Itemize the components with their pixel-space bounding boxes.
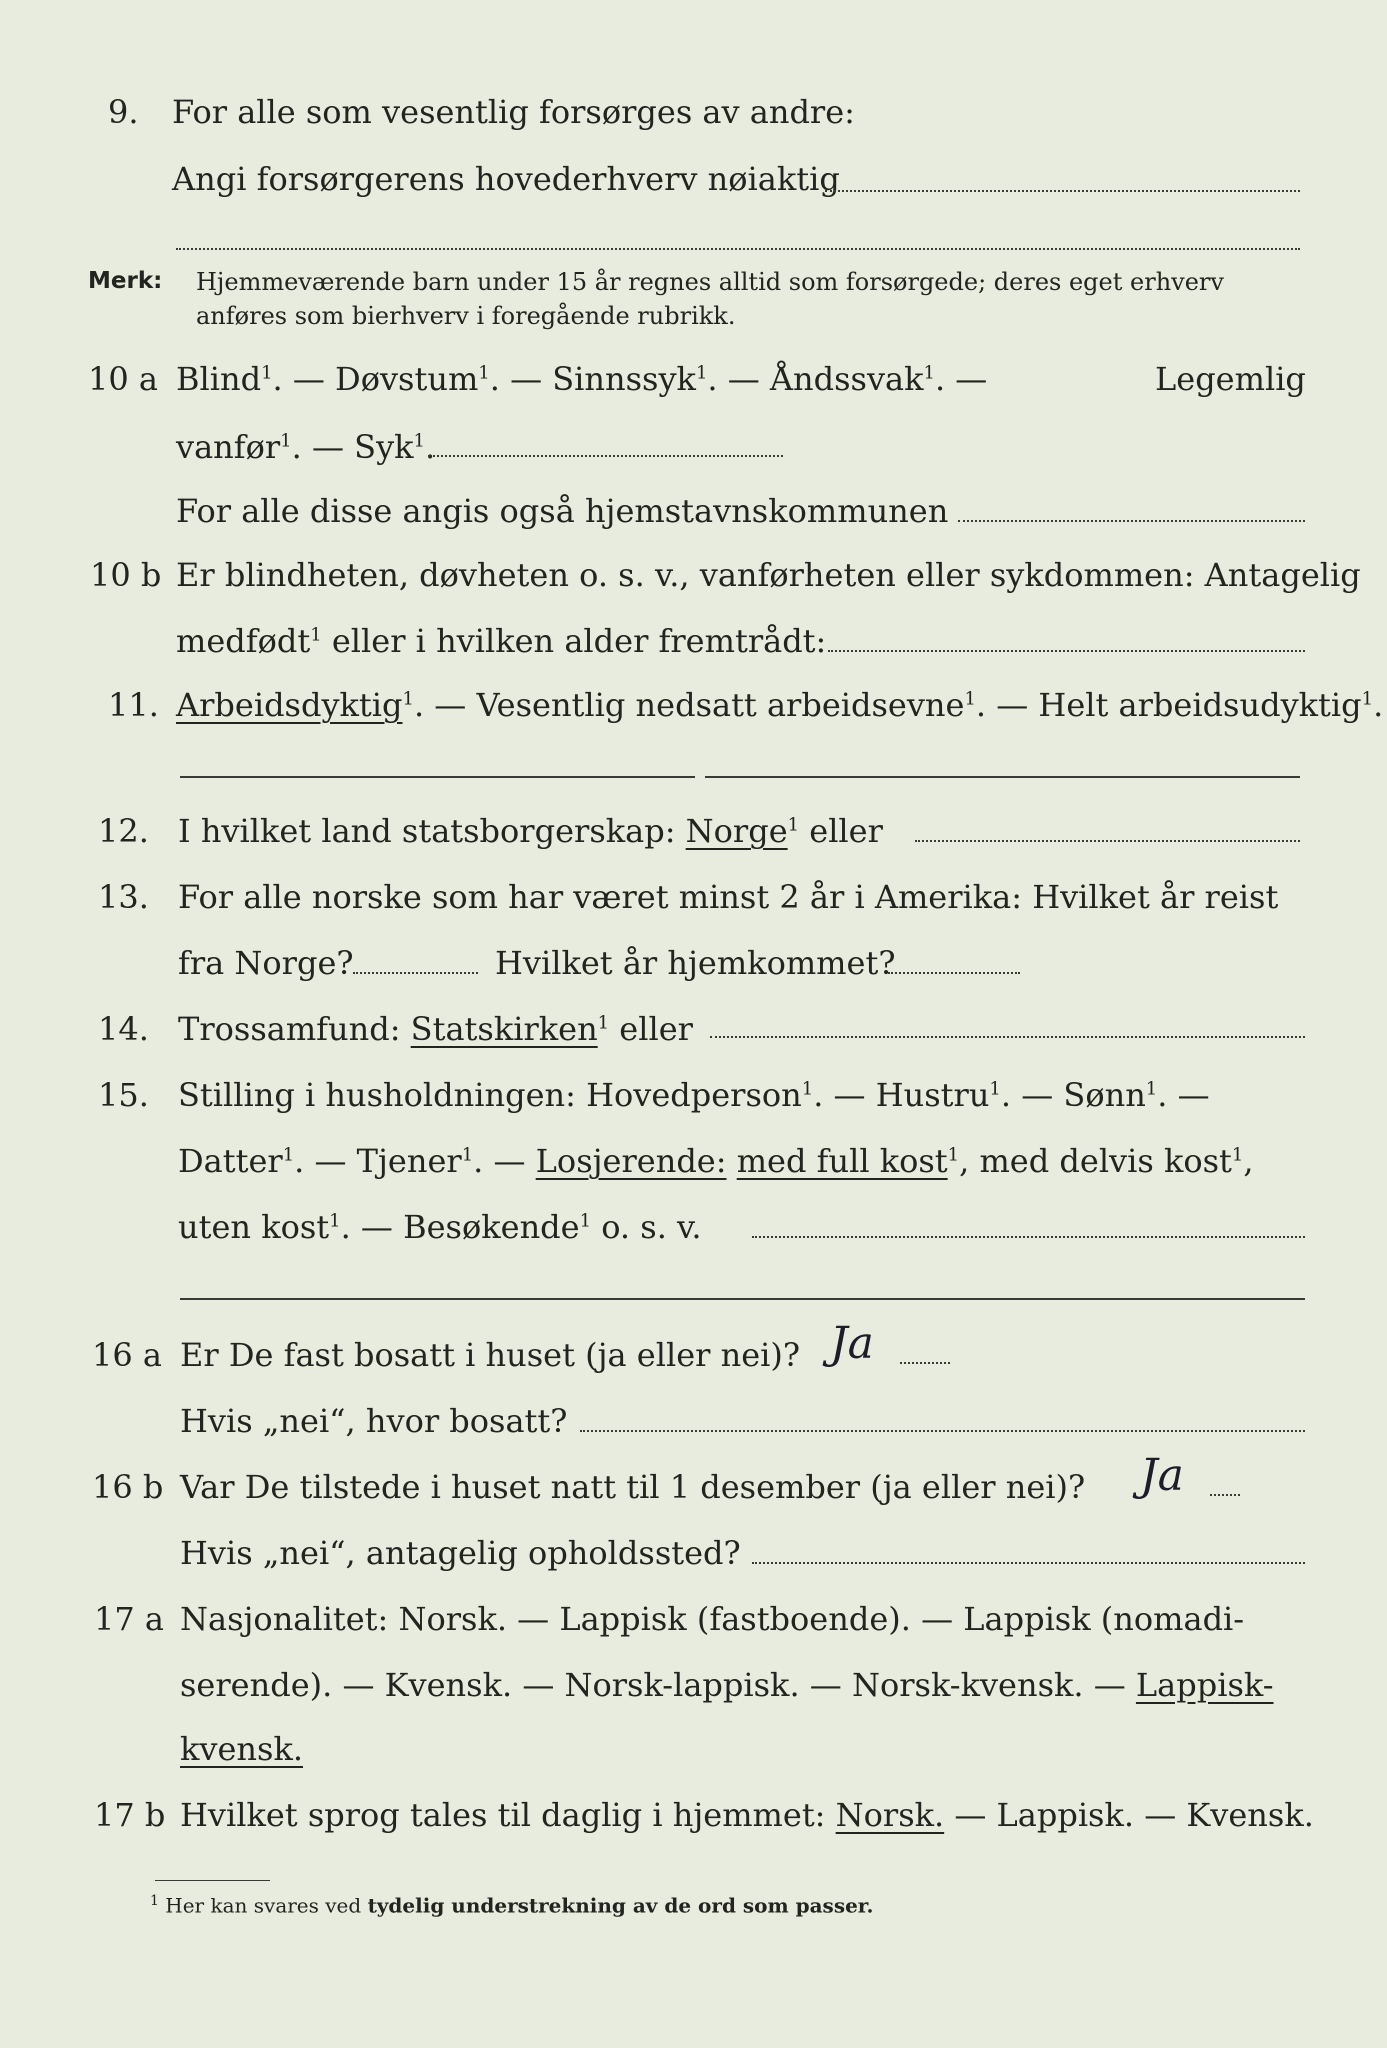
q15-line1: Stilling i husholdningen: Hovedperson$^1$. — Hustru$^1$. — Sønn$^1$. —	[178, 1076, 1210, 1114]
footnote-ref: 1	[310, 624, 322, 646]
q10b-line2	[176, 622, 826, 660]
losjerende-option[interactable]: Losjerende:	[535, 1142, 727, 1180]
q14-number: 14.	[98, 1010, 149, 1048]
blind-option[interactable]: Blind	[176, 360, 262, 398]
q12-line	[178, 812, 883, 850]
q9-answer-line[interactable]	[825, 190, 1300, 192]
q9-number: 9.	[108, 93, 139, 131]
q17a-line2	[180, 1666, 1274, 1704]
q9-line1: For alle som vesentlig forsørges av andre:	[172, 93, 855, 131]
nedsatt-option[interactable]: Vesentlig nedsatt arbeidsevne	[476, 686, 965, 724]
fullkost-option[interactable]: med full kost	[736, 1142, 948, 1180]
q15-osv: o. s. v.	[601, 1208, 702, 1246]
q12-eller: eller	[809, 812, 883, 850]
footnote-ref: 1	[478, 362, 490, 384]
norge-option[interactable]: Norge	[685, 812, 788, 850]
footnote-ref: 1	[579, 1210, 592, 1232]
q14-eller: eller	[619, 1010, 693, 1048]
q16a-line1: Er De fast bosatt i huset (ja eller nei)?	[180, 1336, 801, 1374]
q17b-line	[180, 1796, 1314, 1834]
q15-rule	[180, 1298, 1305, 1300]
footnote-ref: 1	[329, 1210, 341, 1232]
q12-number: 12.	[98, 812, 149, 850]
footnote-ref: 1	[461, 1144, 474, 1166]
delvis-option[interactable]: med delvis kost	[979, 1142, 1232, 1180]
footnote-ref: 1	[261, 362, 273, 384]
datter-option[interactable]: Datter	[178, 1142, 283, 1180]
q17a-line1: Nasjonalitet: Norsk. — Lappisk (fastboende). — Lappisk (nomadi-	[180, 1600, 1245, 1638]
q17b-text: Hvilket sprog tales til daglig i hjemmet:	[180, 1796, 826, 1834]
q13-line2b: Hvilket år hjemkommet?	[495, 944, 896, 982]
syk-answer-line[interactable]	[428, 455, 783, 457]
footnote-ref: 1	[597, 1012, 610, 1034]
q12-answer-line[interactable]	[915, 840, 1300, 842]
q13-line1: For alle norske som har været minst 2 år i Amerika: Hvilket år reist	[178, 878, 1279, 916]
footnote-rule	[155, 1880, 270, 1881]
q16a-handwritten-answer[interactable]: Ja	[830, 1318, 874, 1369]
q10b-line2-rest: eller i hvilken alder fremtrådt:	[331, 622, 827, 660]
sonn-option[interactable]: Sønn	[1063, 1076, 1146, 1114]
udyktig-option[interactable]: Helt arbeidsudyktig	[1038, 686, 1362, 724]
footnote-ref: 1	[1231, 1144, 1244, 1166]
q16a-answer-line[interactable]	[900, 1362, 950, 1364]
q13-hjem-answer-line[interactable]	[888, 972, 1020, 974]
footnote-text-a: Her kan svares ved	[165, 1893, 362, 1918]
q13-number: 13.	[98, 878, 149, 916]
q16b-number: 16 b	[92, 1468, 164, 1506]
footnote-ref: 1	[282, 1144, 295, 1166]
q10a-number: 10 a	[88, 360, 158, 398]
merk-line2: anføres som bierhverv i foregående rubrikk.	[196, 302, 736, 330]
q10b-number: 10 b	[90, 556, 162, 594]
footnote-mark: 1	[150, 1893, 159, 1909]
footnote-ref: 1	[801, 1078, 814, 1100]
q17a-number: 17 a	[94, 1600, 164, 1638]
q16b-opholdssted-answer-line[interactable]	[752, 1562, 1305, 1564]
q10a-line1: Blind$^1$. — Døvstum$^1$. — Sinnssyk$^1$. — Åndssvak$^1$. —	[176, 360, 988, 398]
q13-reist-answer-line[interactable]	[353, 972, 478, 974]
vanfor-option[interactable]: vanfør	[176, 428, 281, 466]
dovstum-option[interactable]: Døvstum	[335, 360, 479, 398]
q10b-answer-line[interactable]	[828, 650, 1305, 652]
q13-line2a: fra Norge?	[178, 944, 354, 982]
q9-answer-line-2[interactable]	[176, 248, 1300, 250]
q10b-line1: Er blindheten, døvheten o. s. v., vanførheten eller sykdommen: Antagelig	[176, 556, 1361, 594]
footnote-ref: 1	[923, 362, 935, 384]
q17a-line2-text: serende). — Kvensk. — Norsk-lappisk. — Norsk-kvensk. —	[180, 1666, 1126, 1704]
q14-answer-line[interactable]	[710, 1036, 1305, 1038]
syk-option[interactable]: Syk	[354, 428, 414, 466]
sinnssyk-option[interactable]: Sinnssyk	[552, 360, 696, 398]
footnote-ref: 1	[402, 688, 414, 710]
q11-rule	[180, 776, 695, 778]
hjemstavn-answer-line[interactable]	[958, 520, 1305, 522]
hustru-option[interactable]: Hustru	[875, 1076, 990, 1114]
merk-label: Merk:	[88, 268, 163, 294]
q15-line2: Datter$^1$. — Tjener$^1$. — Losjerende: med full kost$^1$, med delvis kost$^1$,	[178, 1142, 1254, 1180]
hovedperson-option[interactable]: Stilling i husholdningen: Hovedperson	[178, 1076, 802, 1114]
footnote-text-b: tydelig understrekning av de ord som passer.	[367, 1893, 874, 1918]
q9-line2: Angi forsørgerens hovederhverv nøiaktig	[172, 160, 840, 198]
andssvak-option[interactable]: Åndssvak	[769, 360, 924, 398]
q14-line	[178, 1010, 693, 1048]
q14-text: Trossamfund:	[178, 1010, 401, 1048]
q16a-bosatt-answer-line[interactable]	[580, 1430, 1305, 1432]
footnote-ref: 1	[989, 1078, 1001, 1100]
footnote-ref: 1	[695, 362, 708, 384]
medfodt-option[interactable]: medfødt	[176, 622, 311, 660]
q11-number: 11.	[108, 686, 159, 724]
q15-line3: uten kost$^1$. — Besøkende$^1$ o. s. v.	[178, 1208, 702, 1246]
footnote-ref: 1	[1145, 1078, 1158, 1100]
q15-answer-line[interactable]	[752, 1236, 1305, 1238]
footnote-ref: 1	[787, 814, 800, 836]
q16a-line2: Hvis „nei“, hvor bosatt?	[180, 1402, 568, 1440]
statskirken-option[interactable]: Statskirken	[410, 1010, 598, 1048]
q10a-line2: vanfør$^1$. — Syk$^1$.	[176, 428, 436, 466]
arbeidsdyktig-option[interactable]: Arbeidsdyktig	[176, 686, 403, 724]
q16b-handwritten-answer[interactable]: Ja	[1140, 1450, 1184, 1501]
q16b-line1: Var De tilstede i huset natt til 1 desember (ja eller nei)?	[180, 1468, 1086, 1506]
q11-line: Arbeidsdyktig$^1$. — Vesentlig nedsatt arbeidsevne$^1$. — Helt arbeidsudyktig$^1$.	[176, 686, 1384, 724]
utenkost-option[interactable]: uten kost	[178, 1208, 330, 1246]
q16a-number: 16 a	[92, 1336, 162, 1374]
q11-rule-2	[705, 776, 1300, 778]
footnote-ref: 1	[413, 430, 425, 452]
q17b-rest: — Lappisk. — Kvensk.	[954, 1796, 1314, 1834]
legemlig-option[interactable]: Legemlig	[1155, 360, 1306, 398]
footnote-ref: 1	[964, 688, 976, 710]
footnote-ref: 1	[1361, 688, 1374, 710]
norsk-option[interactable]: Norsk.	[835, 1796, 945, 1834]
lappisk-kvensk-option[interactable]: Lappisk-	[1135, 1666, 1274, 1704]
footnote-ref: 1	[280, 430, 292, 452]
tjener-option[interactable]: Tjener	[356, 1142, 462, 1180]
q17b-number: 17 b	[94, 1796, 166, 1834]
footnote	[150, 1893, 873, 1918]
q10a-line3: For alle disse angis også hjemstavnskommunen	[176, 492, 949, 530]
footnote-ref: 1	[947, 1144, 960, 1166]
merk-line1: Hjemmeværende barn under 15 år regnes alltid som forsørgede; deres eget erhverv	[196, 268, 1224, 296]
q16b-line2: Hvis „nei“, antagelig opholdssted?	[180, 1534, 741, 1572]
q16b-answer-line[interactable]	[1210, 1494, 1240, 1496]
besokende-option[interactable]: Besøkende	[403, 1208, 580, 1246]
q12-text: I hvilket land statsborgerskap:	[178, 812, 676, 850]
lappisk-kvensk-option-cont[interactable]: kvensk.	[180, 1730, 303, 1768]
q15-number: 15.	[98, 1076, 149, 1114]
